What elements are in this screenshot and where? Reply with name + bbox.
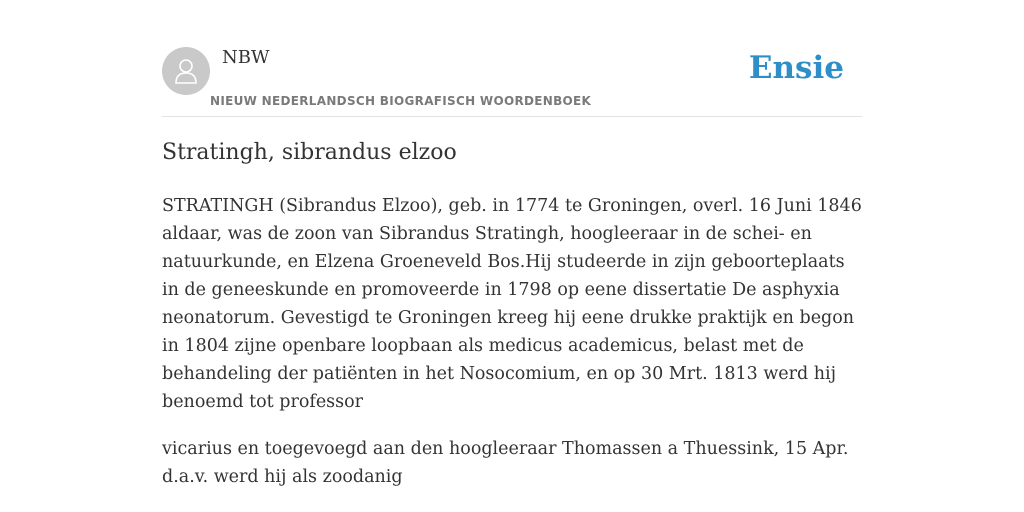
- article-title: Stratingh, sibrandus elzoo: [162, 140, 457, 165]
- ensie-logo[interactable]: Ensie: [748, 50, 844, 86]
- article-body: [162, 192, 862, 510]
- source-subtitle: NIEUW NEDERLANDSCH BIOGRAFISCH WOORDENBOEK: [210, 94, 592, 108]
- source-name[interactable]: NBW: [222, 47, 270, 68]
- source-avatar[interactable]: [162, 47, 210, 95]
- article-paragraph: STRATINGH (Sibrandus Elzoo), geb. in 1774 te Groningen, overl. 16 Juni 1846 aldaar, was de zoon van Sibrandus Stratingh, hoogleeraar in de schei- en natuurkunde, en Elzena Groeneveld Bos.Hij studeerde in zijn geboorteplaats in de geneeskunde en promoveerde in 1798 op eene dissertatie De asphyxia neonatorum. Gevestigd te Groningen kreeg hij eene drukke praktijk en begon in 1804 zijne openbare loopbaan als medicus academicus, belast met de behandeling der patiënten in het Nosocomium, en op 30 Mrt. 1813 werd hij benoemd tot professor: [162, 196, 862, 412]
- article-paragraph: vicarius en toegevoegd aan den hoogleeraar Thomassen a Thuessink, 15 Apr. d.a.v. werd hij als zoodanig: [162, 439, 849, 487]
- person-icon: [172, 56, 200, 86]
- source-header: [162, 44, 862, 117]
